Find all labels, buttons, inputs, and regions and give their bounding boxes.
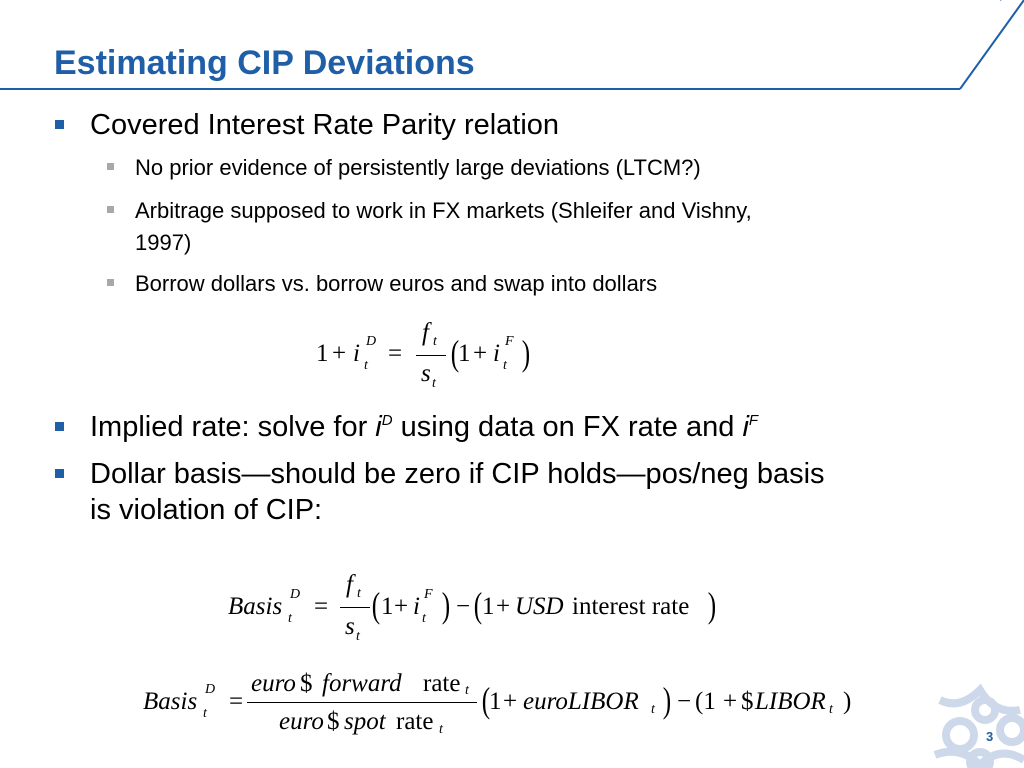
corner-ornament-icon <box>935 690 1024 768</box>
cip-equation: 1 + i D t = f t s t ( 1 + i F t ) <box>316 319 531 391</box>
bullet-text: Covered Interest Rate Parity relation <box>90 109 560 141</box>
subbullet-marker-icon <box>107 206 114 213</box>
subbullet-marker-icon <box>107 279 114 286</box>
bullet-marker-icon <box>55 422 64 431</box>
basis-libor-equation: Basis D t = euro $ forward rate t euro $ spot rate t ( 1 + euroLIBOR t ) − (1 + $ LIBOR t ) <box>143 670 852 737</box>
bullet-marker-icon <box>55 120 64 129</box>
subbullet-text-cont: 1997) <box>135 230 192 255</box>
subbullet-prior-evidence <box>135 152 701 184</box>
bullet-cip-relation <box>90 107 559 143</box>
page-number: 3 <box>986 729 994 744</box>
subbullet-marker-icon <box>107 163 114 170</box>
bullet-implied-rate: Implied rate: solve for $i^D$ using data on FX rate and $i^F$ <box>90 409 758 450</box>
subbullet-arbitrage <box>135 195 752 259</box>
title-diagonal-line <box>960 0 1024 89</box>
slide-title: Estimating CIP Deviations <box>54 44 475 82</box>
bullet-text: Dollar basis—should be zero if CIP holds—pos/neg basis <box>90 458 825 490</box>
subbullet-borrow <box>135 268 657 300</box>
subbullet-text: Borrow dollars vs. borrow euros and swap into dollars <box>135 271 658 296</box>
bullet-dollar-basis <box>90 456 990 528</box>
basis-equation: Basis D t = f t s t ( 1 + i F t ) − ( 1 + USD interest rate ) <box>228 571 717 644</box>
subbullet-text: Arbitrage supposed to work in FX markets (Shleifer and Vishny, <box>135 198 752 223</box>
bullet-marker-icon <box>55 469 64 478</box>
bullet-text-cont: is violation of CIP: <box>90 494 323 526</box>
subbullet-text: No prior evidence of persistently large deviations (LTCM?) <box>135 155 701 180</box>
